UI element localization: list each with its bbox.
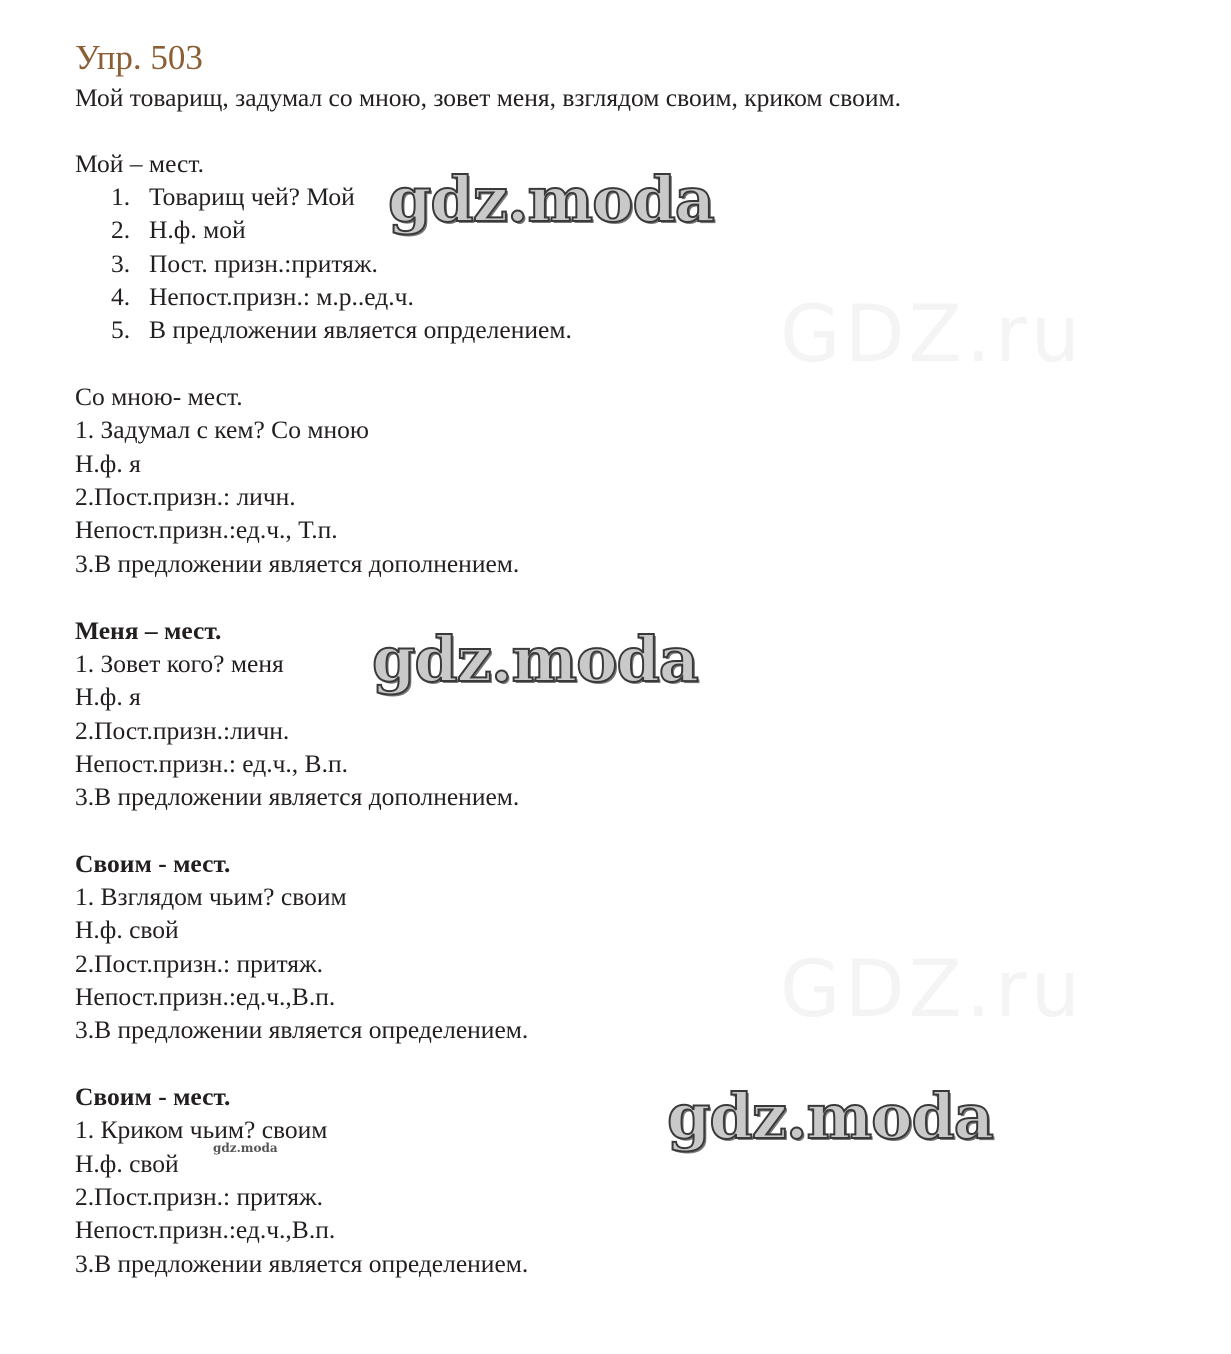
- section1-item: [111, 214, 246, 246]
- section1-heading: Мой – мест.: [75, 149, 204, 178]
- section3-line: 3.В предложении является дополнением.: [75, 782, 520, 811]
- item-text: В предложении является опрделением.: [149, 315, 572, 344]
- section3-heading: Меня – мест.: [75, 616, 222, 645]
- item-text: Н.ф. мой: [149, 215, 246, 244]
- section2-heading: Со мною- мест.: [75, 382, 243, 411]
- section4-line: Н.ф. свой: [75, 915, 179, 944]
- section1-item: [111, 181, 355, 213]
- section1-item: [111, 248, 378, 280]
- section4-heading: Своим - мест.: [75, 849, 231, 878]
- section4-line: Непост.призн.:ед.ч.,В.п.: [75, 982, 336, 1011]
- item-text: Непост.призн.: м.р..ед.ч.: [149, 282, 414, 311]
- section2-line: 3.В предложении является дополнением.: [75, 549, 520, 578]
- ghost-watermark-2: GDZ.ru: [780, 945, 1085, 1035]
- item-number: 3.: [111, 249, 131, 278]
- exercise-title: Упр. 503: [75, 38, 203, 77]
- section5-line: 3.В предложении является определением.: [75, 1249, 529, 1278]
- section4-line: 1. Взглядом чьим? своим: [75, 882, 347, 911]
- exercise-sentence: Мой товарищ, задумал со мною, зовет меня, взглядом своим, криком своим.: [75, 83, 902, 112]
- section3-line: Н.ф. я: [75, 682, 141, 711]
- section2-line: Н.ф. я: [75, 449, 141, 478]
- section2-line: Непост.призн.:ед.ч., Т.п.: [75, 515, 338, 544]
- item-text: Пост. призн.:притяж.: [149, 249, 378, 278]
- section3-line: 1. Зовет кого? меня: [75, 649, 284, 678]
- section3-line: 2.Пост.призн.:личн.: [75, 716, 290, 745]
- section2-line: 1. Задумал с кем? Со мною: [75, 415, 369, 444]
- watermark-logo-3: gdz.moda: [667, 1080, 993, 1153]
- section5-line: Н.ф. свой: [75, 1149, 179, 1178]
- item-number: 5.: [111, 315, 131, 344]
- watermark-small: gdz.moda: [213, 1141, 278, 1155]
- section2-line: 2.Пост.призн.: личн.: [75, 482, 296, 511]
- item-number: 1.: [111, 182, 131, 211]
- section1-item: [111, 314, 572, 346]
- ghost-watermark-1: GDZ.ru: [780, 290, 1085, 380]
- section5-line: 2.Пост.призн.: притяж.: [75, 1182, 324, 1211]
- item-number: 2.: [111, 215, 131, 244]
- section4-line: 3.В предложении является определением.: [75, 1015, 529, 1044]
- item-text: Товарищ чей? Мой: [149, 182, 355, 211]
- section5-line: 1. Криком чьим? своим: [75, 1115, 328, 1144]
- section5-line: Непост.призн.:ед.ч.,В.п.: [75, 1215, 336, 1244]
- section5-heading: Своим - мест.: [75, 1082, 231, 1111]
- section4-line: 2.Пост.призн.: притяж.: [75, 949, 324, 978]
- section1-item: [111, 281, 414, 313]
- item-number: 4.: [111, 282, 131, 311]
- watermark-logo-2: gdz.moda: [372, 623, 698, 696]
- watermark-logo-1: gdz.moda: [388, 163, 714, 236]
- section3-line: Непост.призн.: ед.ч., В.п.: [75, 749, 348, 778]
